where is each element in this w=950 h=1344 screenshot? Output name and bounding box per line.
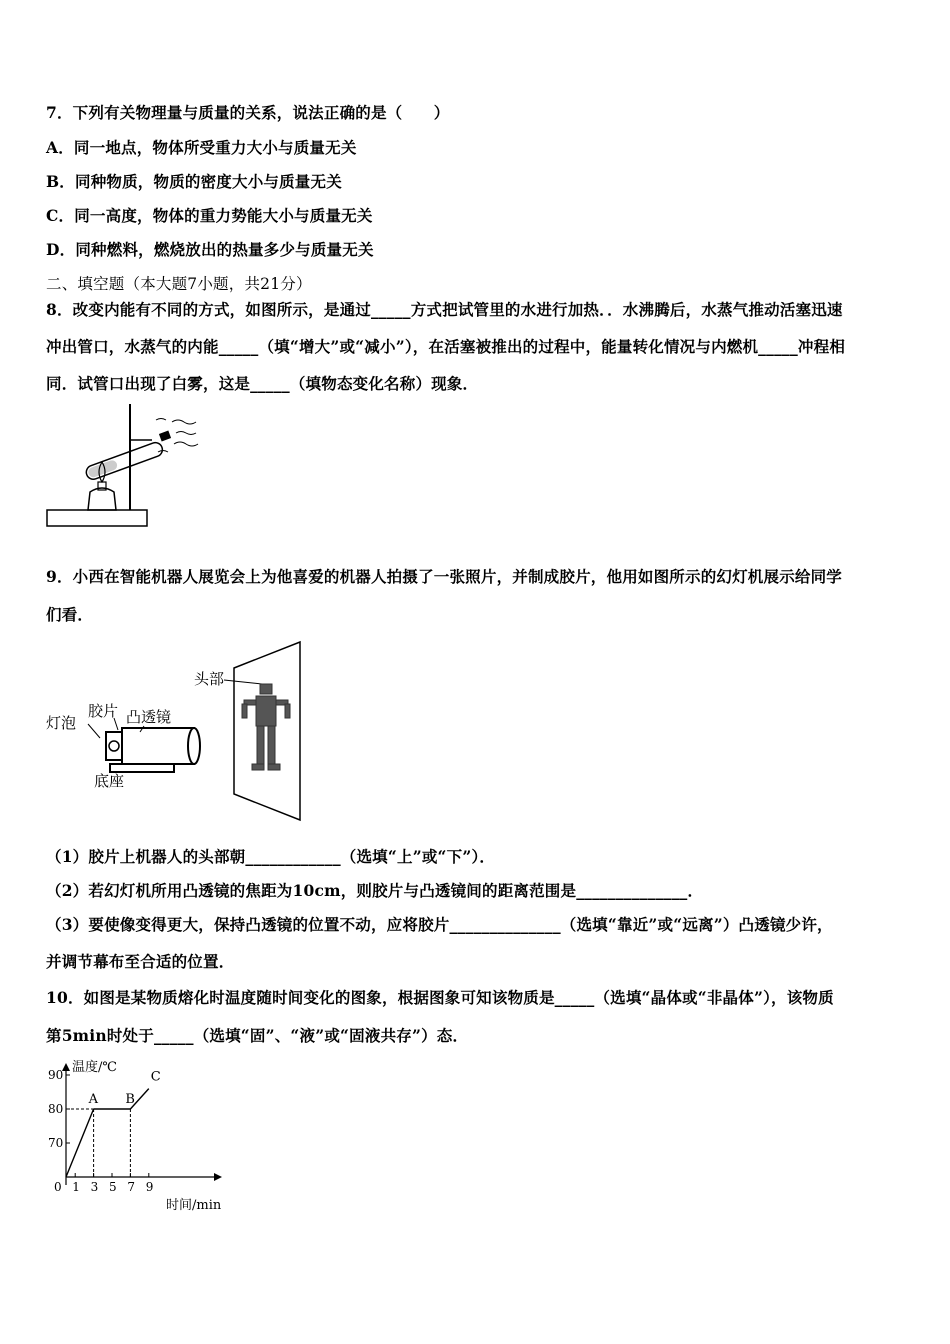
q7-option-c: C．同一高度，物体的重力势能大小与质量无关 [46,206,373,225]
q9-sub-2: （2）若幻灯机所用凸透镜的焦距为10cm，则胶片与凸透镜间的距离范围是______________． [46,881,704,900]
section-title: 二、填空题（本大题7小题，共21分） [46,275,312,293]
x-tick-label-5: 5 [109,1180,117,1194]
label-lens: 凸透镜 [126,708,172,726]
x-tick-label-3: 3 [90,1180,99,1194]
label-base: 底座 [94,772,125,790]
x-tick-label-9: 9 [145,1180,154,1194]
q9-line-1: 9．小西在智能机器人展览会上为他喜爱的机器人拍摄了一张照片，并制成胶片，他用如图所示的幻灯机展示给同学 [46,567,842,586]
q9-sub-4: 并调节幕布至合适的位置． [46,952,235,971]
label-bulb: 灯泡 [46,714,77,732]
q7-stem: 7．下列有关物理量与质量的关系，说法正确的是（ ） [46,103,450,122]
q10-line-1: 10．如图是某物质熔化时温度随时间变化的图象，根据图象可知该物质是_____（选填“晶体或“非晶体”），该物质 [46,988,834,1007]
q10-line-2: 第5min时处于_____（选填“固”、“液”或“固液共存”）态． [46,1026,469,1045]
y-tick-label-80: 80 [48,1102,64,1116]
y-axis-label: 温度/℃ [72,1060,117,1075]
x-axis-label: 时间/min [166,1198,222,1213]
q8-line-2: 冲出管口，水蒸气的内能_____（填“增大”或“减小”），在活塞被推出的过程中，能量转化情况与内燃机_____冲程相 [46,337,846,356]
q7-option-b: B．同种物质，物质的密度大小与质量无关 [46,172,342,191]
point-label-B: B [125,1092,135,1107]
q9-sub-3: （3）要使像变得更大，保持凸透镜的位置不动，应将胶片______________（选填“靠近”或“远离”）凸透镜少许， [46,915,833,934]
series-segment-0 [66,1109,94,1177]
label-film: 胶片 [88,702,119,720]
test-tube-heating-figure [44,400,204,532]
melting-chart [44,1055,244,1215]
q8-line-3: 同．试管口出现了白雾，这是_____（填物态变化名称）现象． [46,374,479,393]
y-tick-label-90: 90 [48,1068,64,1082]
q9-sub-1: （1）胶片上机器人的头部朝____________（选填“上”或“下”）． [46,847,496,866]
x-tick-label-1: 1 [72,1180,80,1194]
x-tick-label-7: 7 [127,1180,136,1194]
q8-line-1: 8．改变内能有不同的方式，如图所示，是通过_____方式把试管里的水进行加热．．水沸腾后，水蒸气推动活塞迅速 [46,300,843,319]
projector-figure [44,640,314,822]
q7-option-a: A．同一地点，物体所受重力大小与质量无关 [46,138,357,157]
y-tick-label-70: 70 [48,1136,64,1150]
point-label-C: C [150,1069,161,1085]
label-head: 头部 [194,670,225,688]
origin-label: 0 [54,1180,62,1194]
x-axis-arrow [214,1173,222,1181]
point-label-A: A [88,1092,98,1107]
q9-line-2: 们看． [46,605,94,624]
q7-option-d: D．同种燃料，燃烧放出的热量多少与质量无关 [46,240,374,259]
